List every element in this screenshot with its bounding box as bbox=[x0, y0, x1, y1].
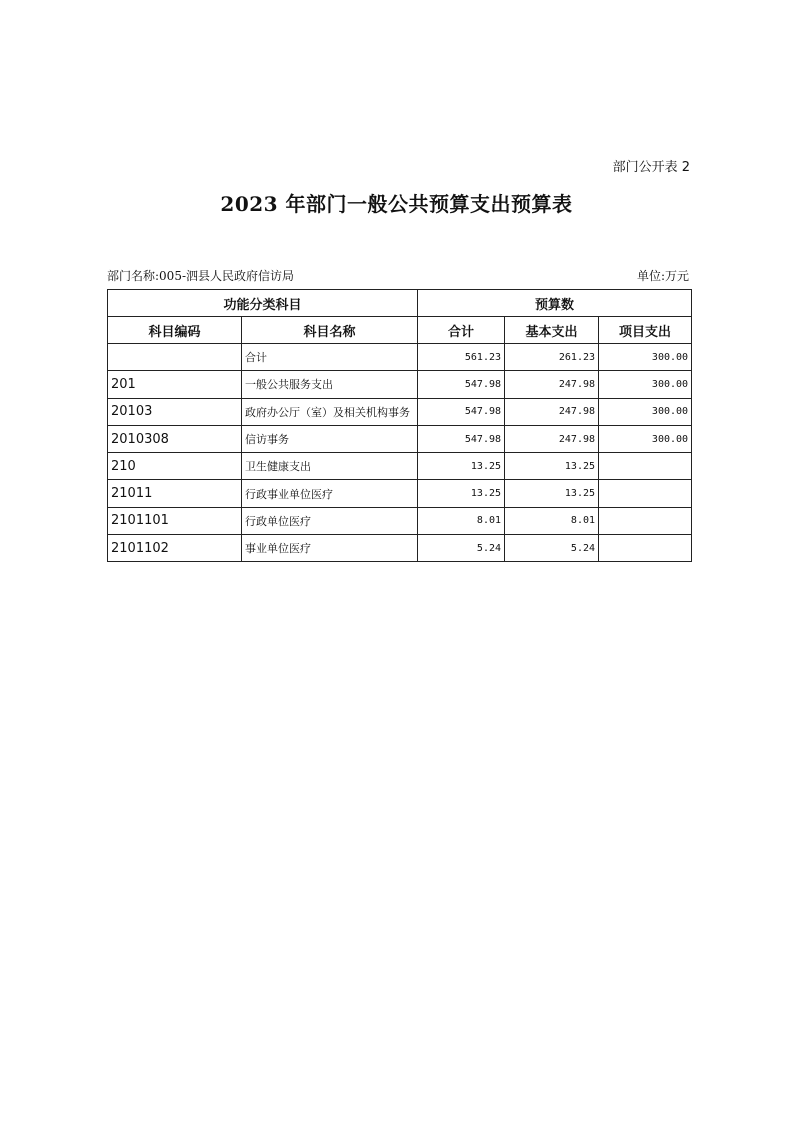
cell-code: 2101101 bbox=[108, 507, 242, 534]
column-header-row bbox=[108, 317, 692, 344]
cell-name: 一般公共服务支出 bbox=[242, 371, 418, 398]
cell-code bbox=[108, 344, 242, 371]
column-header-code: 科目编码 bbox=[108, 317, 242, 344]
cell-project: 300.00 bbox=[599, 371, 692, 398]
table-row bbox=[108, 371, 692, 398]
cell-project bbox=[599, 453, 692, 480]
cell-total: 13.25 bbox=[418, 480, 505, 507]
table-row bbox=[108, 398, 692, 425]
cell-name: 事业单位医疗 bbox=[242, 535, 418, 562]
column-header-basic: 基本支出 bbox=[505, 317, 599, 344]
table-row bbox=[108, 453, 692, 480]
cell-basic: 247.98 bbox=[505, 371, 599, 398]
cell-name: 行政事业单位医疗 bbox=[242, 480, 418, 507]
column-header-name: 科目名称 bbox=[242, 317, 418, 344]
cell-code: 201 bbox=[108, 371, 242, 398]
group-header-row bbox=[108, 290, 692, 317]
table-row bbox=[108, 507, 692, 534]
cell-name: 行政单位医疗 bbox=[242, 507, 418, 534]
column-header-project: 项目支出 bbox=[599, 317, 692, 344]
cell-basic: 8.01 bbox=[505, 507, 599, 534]
cell-project: 300.00 bbox=[599, 398, 692, 425]
group-header-function: 功能分类科目 bbox=[108, 290, 418, 317]
cell-code: 20103 bbox=[108, 398, 242, 425]
cell-project bbox=[599, 507, 692, 534]
group-header-budget: 预算数 bbox=[418, 290, 692, 317]
cell-code: 2010308 bbox=[108, 425, 242, 452]
cell-basic: 261.23 bbox=[505, 344, 599, 371]
cell-project bbox=[599, 480, 692, 507]
cell-basic: 247.98 bbox=[505, 398, 599, 425]
cell-code: 210 bbox=[108, 453, 242, 480]
cell-name: 合计 bbox=[242, 344, 418, 371]
table-number: 部门公开表 2 bbox=[612, 160, 690, 175]
cell-name: 卫生健康支出 bbox=[242, 453, 418, 480]
cell-total: 547.98 bbox=[418, 425, 505, 452]
table-row bbox=[108, 480, 692, 507]
cell-project: 300.00 bbox=[599, 425, 692, 452]
budget-table bbox=[107, 289, 692, 562]
cell-total: 5.24 bbox=[418, 535, 505, 562]
cell-basic: 13.25 bbox=[505, 480, 599, 507]
cell-total: 561.23 bbox=[418, 344, 505, 371]
cell-code: 21011 bbox=[108, 480, 242, 507]
cell-code: 2101102 bbox=[108, 535, 242, 562]
table-row bbox=[108, 344, 692, 371]
cell-total: 13.25 bbox=[418, 453, 505, 480]
cell-total: 547.98 bbox=[418, 398, 505, 425]
cell-project: 300.00 bbox=[599, 344, 692, 371]
cell-project bbox=[599, 535, 692, 562]
cell-basic: 5.24 bbox=[505, 535, 599, 562]
table-row bbox=[108, 425, 692, 452]
unit-label: 单位:万元 bbox=[636, 269, 689, 283]
department-name: 部门名称:005-泗县人民政府信访局 bbox=[107, 269, 295, 283]
cell-name: 信访事务 bbox=[242, 425, 418, 452]
page-title: 2023 年部门一般公共预算支出预算表 bbox=[220, 192, 573, 216]
cell-total: 8.01 bbox=[418, 507, 505, 534]
column-header-total: 合计 bbox=[418, 317, 505, 344]
cell-name: 政府办公厅（室）及相关机构事务 bbox=[242, 398, 418, 425]
table-row bbox=[108, 535, 692, 562]
cell-basic: 13.25 bbox=[505, 453, 599, 480]
cell-total: 547.98 bbox=[418, 371, 505, 398]
cell-basic: 247.98 bbox=[505, 425, 599, 452]
